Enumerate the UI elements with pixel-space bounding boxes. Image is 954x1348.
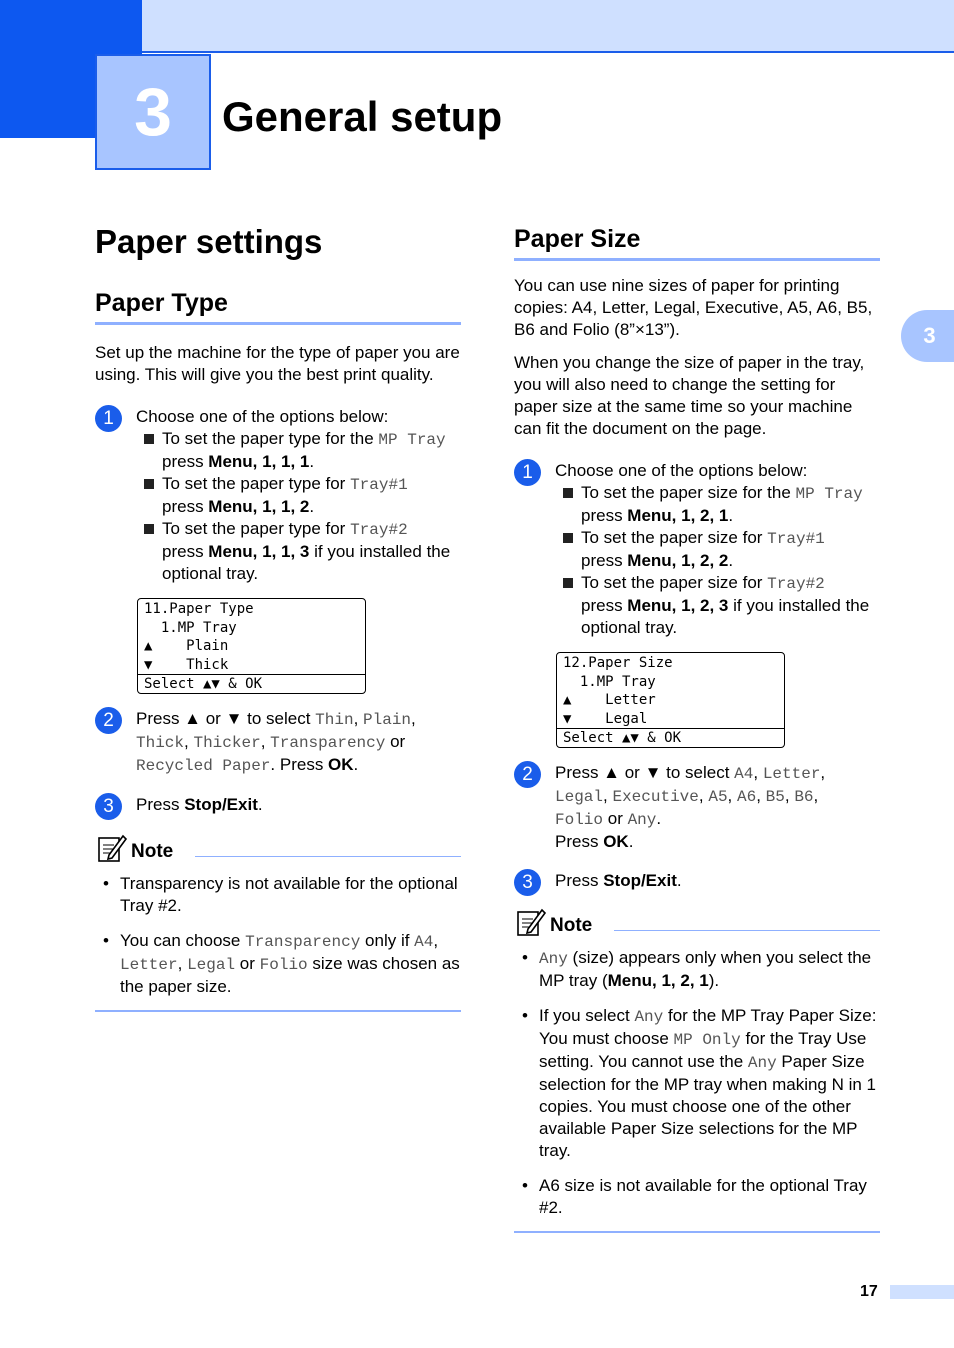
note-pencil-icon (516, 907, 546, 937)
note-pencil-icon (97, 833, 127, 863)
lcd-line: ▲ Letter (563, 692, 656, 708)
note-header (95, 833, 461, 867)
list-item: To set the paper type for Tray#1 press Menu, 1, 1, 2. (136, 473, 461, 518)
paper-size-step-1 (514, 460, 880, 639)
right-column (514, 222, 880, 1233)
paper-type-step-3 (95, 794, 461, 816)
page-number-bar (890, 1285, 954, 1299)
note-divider (614, 930, 880, 931)
lcd-display-paper-type (137, 598, 366, 694)
step-text: Press ▲ or ▼ to select A4, Letter, Legal, Executive, A5, A6, B5, B6, Folio or Any. Press OK. (555, 762, 826, 851)
paper-type-step-2 (95, 708, 461, 777)
chapter-side-tab[interactable]: 3 (901, 310, 954, 362)
step-number-3: 3 (95, 793, 122, 820)
lcd-line: 12.Paper Size (563, 655, 673, 671)
paper-size-explanation: When you change the size of paper in the tray, you will also need to change the setting for paper size at the same time so your machine can fit the document on the page. (514, 353, 865, 438)
lcd-line: ▼ Thick (144, 656, 229, 673)
note-label: Note (131, 840, 174, 862)
step-text: Choose one of the options below: (555, 461, 808, 480)
list-item: To set the paper size for Tray#1 press Menu, 1, 2, 2. (555, 527, 880, 572)
lcd-line: 1.MP Tray (563, 673, 656, 690)
list-item: • A6 size is not available for the optional Tray #2. (514, 1175, 880, 1219)
section-title: Paper settings (95, 223, 323, 260)
list-item: • You can choose Transparency only if A4, Letter, Legal or Folio size was chosen as the paper size. (95, 930, 461, 998)
options-list (136, 428, 461, 585)
step-number-1: 1 (514, 459, 541, 486)
options-list (555, 482, 880, 639)
list-item: • Any (size) appears only when you select the MP tray (Menu, 1, 2, 1). (514, 947, 880, 992)
lcd-display-paper-size (556, 652, 785, 748)
chapter-title: General setup (222, 93, 503, 140)
list-item: • Transparency is not available for the optional Tray #2. (95, 873, 461, 917)
subsection-paper-size: Paper Size (514, 224, 880, 261)
lcd-line: 1.MP Tray (144, 619, 237, 636)
note-label: Note (550, 914, 593, 936)
subsection-paper-type: Paper Type (95, 288, 461, 325)
note-list (95, 873, 461, 998)
lcd-line: ▲ Plain (144, 638, 229, 654)
list-item: To set the paper size for Tray#2 press Menu, 1, 2, 3 if you installed the optional tray. (555, 572, 880, 639)
paper-type-step-1 (95, 406, 461, 585)
lcd-line: 11.Paper Type (144, 601, 254, 617)
note-list (514, 947, 880, 1219)
left-column (95, 222, 461, 1012)
step-text: Choose one of the options below: (136, 407, 389, 426)
list-item: To set the paper type for the MP Tray press Menu, 1, 1, 1. (136, 428, 461, 473)
list-item: To set the paper type for Tray#2 press Menu, 1, 1, 3 if you installed the optional tray. (136, 518, 461, 585)
step-number-2: 2 (514, 761, 541, 788)
list-item: • If you select Any for the MP Tray Paper Size: You must choose MP Only for the Tray Use setting. You cannot use the Any Paper Size selection for the MP tray when making N in 1 copies. You must choose one of the other available Paper Size selections for the MP tray. (514, 1005, 880, 1162)
step-number-2: 2 (95, 707, 122, 734)
note-header (514, 907, 880, 941)
paper-type-intro: Set up the machine for the type of paper you are using. This will give you the best print quality. (95, 343, 460, 384)
header-band (0, 0, 954, 53)
chapter-number: 3 (95, 54, 211, 170)
lcd-line: ▼ Legal (563, 710, 648, 727)
lcd-line: Select ▲▼ & OK (138, 674, 365, 693)
lcd-line: Select ▲▼ & OK (557, 728, 784, 747)
page-number: 17 (860, 1283, 878, 1300)
paper-size-step-2 (514, 762, 880, 853)
paper-size-step-3 (514, 870, 880, 892)
step-number-3: 3 (514, 869, 541, 896)
section-end-rule (514, 1231, 880, 1233)
paper-size-intro: You can use nine sizes of paper for printing copies: A4, Letter, Legal, Executive, A5, A6, B5, B6 and Folio (8”×13”). (514, 276, 873, 339)
step-text: Press ▲ or ▼ to select Thin, Plain, Thick, Thicker, Transparency or Recycled Paper. Press OK. (136, 708, 416, 775)
step-number-1: 1 (95, 405, 122, 432)
list-item: To set the paper size for the MP Tray press Menu, 1, 2, 1. (555, 482, 880, 527)
note-divider (195, 856, 461, 857)
section-end-rule (95, 1010, 461, 1012)
step-text: Press Stop/Exit. (136, 794, 263, 814)
step-text: Press Stop/Exit. (555, 870, 682, 890)
